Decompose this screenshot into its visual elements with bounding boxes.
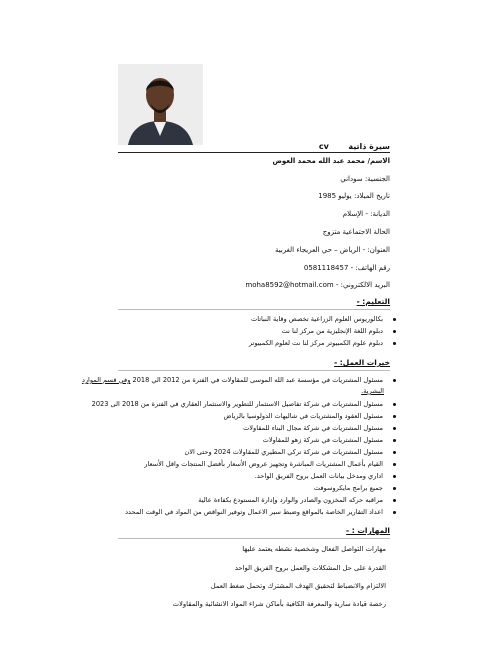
list-item: بكالوريوس العلوم الزراعية تخصص وقاية النباتات: [251, 315, 396, 323]
skills-divider: [118, 538, 390, 539]
phone-line: [304, 264, 390, 272]
skill-item: رخصة قيادة سارية والمعرفة الكافية بأماكن شراء المواد الانشائية والمقاولات: [172, 600, 386, 608]
list-item: مسئول المشتريات في شركة مجال البناء للمقاولات: [243, 424, 396, 432]
experience-heading: خبرات العمل: -: [334, 358, 390, 367]
nationality-line: الجنسية: سوداني: [340, 175, 390, 183]
skills-heading: المهارات : -: [346, 526, 390, 535]
list-item: دبلوم علوم الكمبيوتر مركز لنا نت لعلوم الكمبيوتر: [249, 339, 396, 347]
list-item: مسئول المشتريات في مؤسسة عبد الله الموسى للمقاولات في الفترة من 2012 الي 2018 وفي قسم الموارد: [82, 376, 396, 384]
list-item: مراقبه حركه المخزون والصادر والوارد وإدارة المستودع بكفاءة عالية: [198, 496, 396, 504]
list-item-continuation: البشرية.: [361, 387, 384, 395]
phone-label: رقم الهاتف: -: [350, 264, 390, 272]
marital-line: الحالة الاجتماعية متزوج: [322, 228, 390, 236]
email-value[interactable]: moha8592@hotmail.com: [245, 281, 334, 289]
profile-photo: [118, 64, 203, 145]
dob-line: تاريخ الميلاد: يوليو 1985: [318, 192, 390, 200]
list-item: اداري ومدخل بيانات العمل بروح الفريق الواحد.: [255, 472, 396, 480]
education-heading: التعليم: -: [356, 297, 390, 306]
list-item: مسئول المشتريات في شركة زهو للمقاولات: [263, 436, 396, 444]
experience-divider: [118, 370, 390, 371]
email-line: [245, 281, 390, 289]
name-line: الاسم/ محمد عبد الله محمد العوض: [272, 157, 390, 165]
list-item: مسئول المشتريات في شركة تركي المطيري للمقاولات 2024 وحتى الان: [184, 448, 396, 456]
list-item: مسئول العقود والمشتريات في شاليهات الدولوسيا بالرياض: [224, 412, 396, 420]
cv-title: [319, 142, 390, 151]
list-item: اعداد التقارير الخاصة بالمواقع وضبط سير الاعمال وتوفير النواقص من المواد في الوقت المحدد: [125, 508, 396, 516]
skill-item: القدرة على حل المشكلات والعمل بروح الفريق الواحد: [234, 564, 386, 572]
skill-item: الالتزام والانضباط لتحقيق الهدف المشترك وتحمل ضغط العمل: [210, 582, 386, 590]
list-item: القيام بأعمال المشتريات المباشرة وتجهيز عروض الأسعار بأفضل المنتجات واقل الأسعار: [144, 460, 396, 468]
list-item: جميع برامج مايكروسوفت: [314, 484, 396, 492]
skill-item: مهارات التواصل الفعال وشخصية نشطه يعتمد عليها: [242, 545, 386, 553]
education-divider: [118, 309, 390, 310]
phone-value: 0581118457: [303, 264, 349, 272]
address-line: العنوان: - الرياض – حي العريجاء الغربية: [275, 246, 390, 254]
list-item: مسئول المشتريات في شركة تفاصيل الاستثمار للتطوير والاستثمار العقاري في الفترة من 2018 الى 2023: [92, 400, 396, 408]
title-divider: [118, 152, 390, 153]
cv-title-text: سيرة ذاتية: [348, 142, 390, 151]
list-item: دبلوم اللغة الإنجليزية من مركز لنا نت: [282, 327, 396, 335]
email-label: البريد الالكتروني: -: [335, 281, 390, 289]
religion-line: الديانة: - الإسلام: [342, 210, 390, 218]
cv-title-suffix: cv: [318, 142, 329, 151]
